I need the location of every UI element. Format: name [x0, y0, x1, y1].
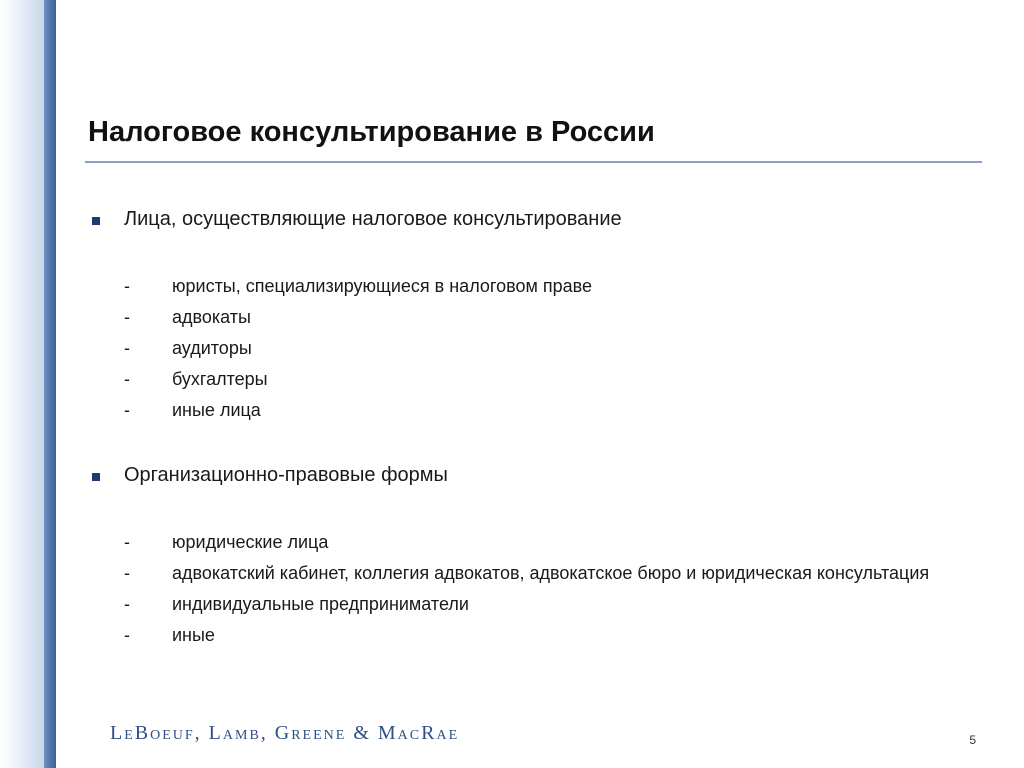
dash-marker: -	[124, 594, 130, 614]
section-legal-forms	[88, 464, 988, 651]
page-number: 5	[969, 733, 976, 747]
dash-marker: -	[124, 532, 130, 552]
list-item-text: иные	[172, 625, 215, 645]
section-heading-row	[88, 208, 988, 238]
sub-list	[88, 271, 988, 426]
slide-title: Налоговое консультирование в России	[88, 116, 655, 148]
dash-marker: -	[124, 400, 130, 420]
list-item	[88, 589, 988, 620]
list-item-text: адвокатский кабинет, коллегия адвокатов, адвокатское бюро и юридическая консультация	[172, 563, 930, 583]
section-heading-row	[88, 464, 988, 494]
list-item-text: адвокаты	[172, 307, 251, 327]
section-heading: Лица, осуществляющие налоговое консультирование	[124, 208, 622, 230]
footer-logo: LeBoeuf, Lamb, Greene & MacRae	[110, 722, 460, 744]
section-heading: Организационно-правовые формы	[124, 464, 448, 486]
dash-marker: -	[124, 369, 130, 389]
dash-marker: -	[124, 338, 130, 358]
sub-list	[88, 527, 988, 651]
left-decorative-band	[0, 0, 44, 768]
list-item	[88, 395, 988, 426]
list-item-text: бухгалтеры	[172, 369, 268, 389]
list-item-text: иные лица	[172, 400, 261, 420]
dash-marker: -	[124, 563, 130, 583]
list-item	[88, 333, 988, 364]
square-bullet-icon	[92, 473, 100, 481]
list-item-text: юридические лица	[172, 532, 329, 552]
title-underline	[85, 161, 982, 163]
list-item-text: юристы, специализирующиеся в налоговом праве	[172, 276, 592, 296]
dash-marker: -	[124, 625, 130, 645]
list-item	[88, 271, 988, 302]
dash-marker: -	[124, 276, 130, 296]
dash-marker: -	[124, 307, 130, 327]
square-bullet-icon	[92, 217, 100, 225]
left-accent-bar	[44, 0, 56, 768]
list-item	[88, 364, 988, 395]
list-item	[88, 620, 988, 651]
list-item-text: аудиторы	[172, 338, 252, 358]
section-persons	[88, 208, 988, 426]
list-item	[88, 302, 988, 333]
list-item-text: индивидуальные предприниматели	[172, 594, 469, 614]
list-item	[88, 527, 988, 558]
list-item	[88, 558, 988, 589]
